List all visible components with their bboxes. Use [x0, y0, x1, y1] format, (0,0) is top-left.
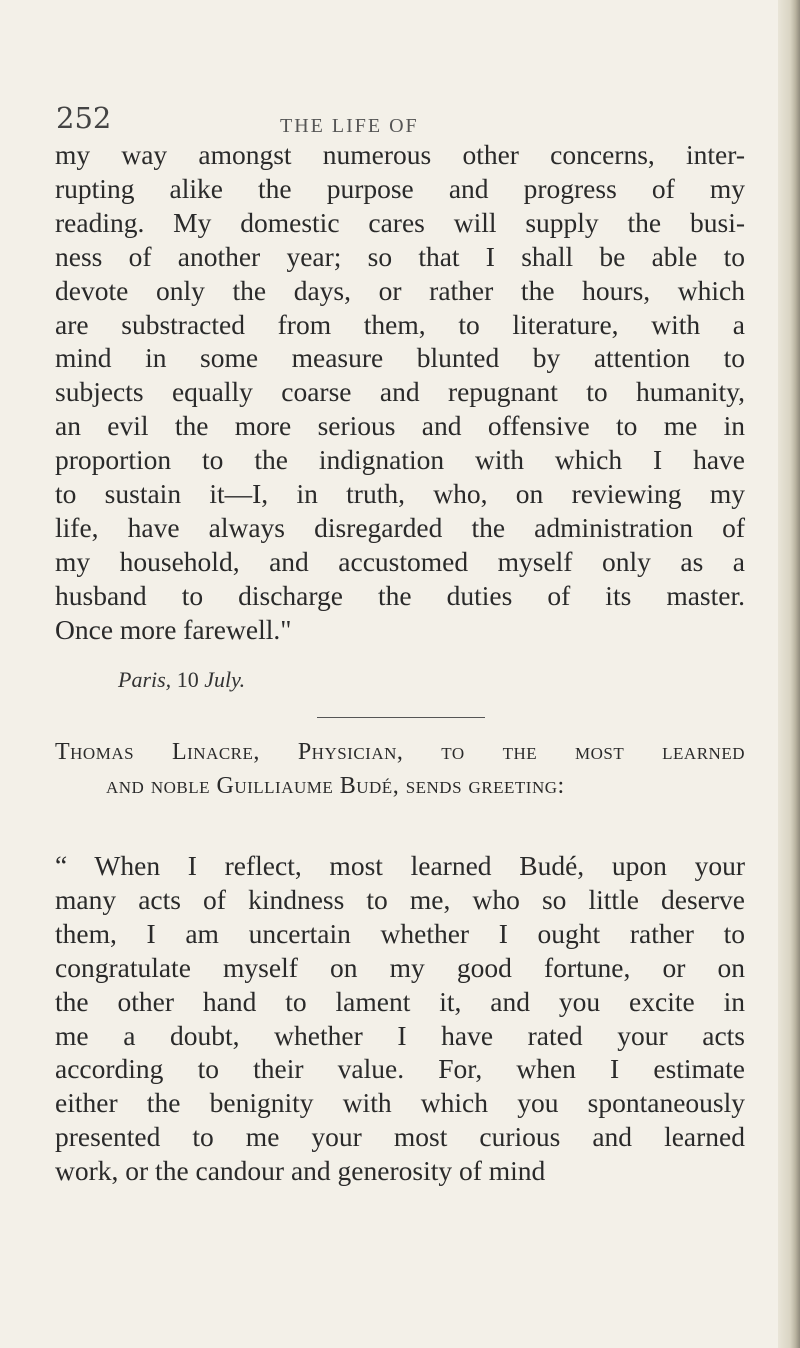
text-line: them, I am uncertain whether I ought rather to [55, 917, 745, 949]
letter-heading-line-1: Thomas Linacre, Physician, to the most learned [55, 739, 745, 765]
text-line: proportion to the indignation with which I have [55, 444, 745, 476]
text-line: the other hand to lament it, and you excite in [55, 985, 745, 1017]
body-text-top [55, 138, 745, 647]
text-line: either the benignity with which you spontaneously [55, 1087, 745, 1119]
letter-signature [118, 667, 245, 693]
text-line: me a doubt, whether I have rated your acts [55, 1019, 745, 1051]
page-edge-shadow [778, 0, 800, 1348]
signature-day: 10 [176, 667, 199, 692]
running-head: THE LIFE OF [280, 115, 419, 137]
text-line: devote only the days, or rather the hours, which [55, 274, 745, 306]
text-line: Once more farewell." [55, 613, 292, 645]
text-line: reading. My domestic cares will supply the busi- [55, 206, 745, 238]
text-line: “ When I reflect, most learned Budé, upon your [55, 850, 745, 881]
text-line: to sustain it—I, in truth, who, on reviewing my [55, 478, 745, 510]
text-line: many acts of kindness to me, who so little deserve [55, 883, 745, 915]
text-line: an evil the more serious and offensive to me in [55, 410, 745, 442]
text-line: work, or the candour and generosity of mind [55, 1155, 546, 1187]
text-line: husband to discharge the duties of its master. [55, 579, 745, 611]
text-line: mind in some measure blunted by attention to [55, 342, 745, 374]
text-line: my way amongst numerous other concerns, inter- [55, 139, 745, 170]
text-line: ness of another year; so that I shall be able to [55, 240, 745, 272]
section-divider [317, 717, 485, 718]
text-line: life, have always disregarded the administration of [55, 511, 745, 543]
signature-month: July. [204, 667, 246, 692]
body-text-bottom [55, 849, 745, 1188]
signature-place: Paris, [118, 667, 172, 692]
letter-heading-line-2: and noble Guilliaume Budé, sends greeting: [106, 773, 565, 799]
text-line: presented to me your most curious and learned [55, 1121, 745, 1153]
page-number: 252 [56, 101, 112, 135]
text-line: congratulate myself on my good fortune, or on [55, 951, 745, 983]
text-line: are substracted from them, to literature, with a [55, 308, 745, 340]
text-line: subjects equally coarse and repugnant to humanity, [55, 376, 745, 408]
text-line: my household, and accustomed myself only as a [55, 545, 745, 577]
text-line: rupting alike the purpose and progress of my [55, 172, 745, 204]
text-line: according to their value. For, when I estimate [55, 1053, 745, 1085]
